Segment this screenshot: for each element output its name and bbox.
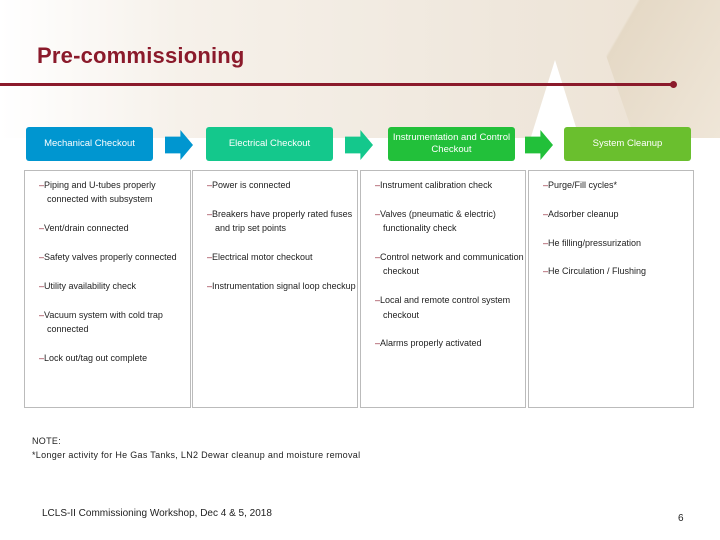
note — [32, 434, 360, 462]
checklist-item: – Piping and U-tubes properly connected with subsystem — [39, 178, 190, 207]
stage-checklist — [528, 170, 694, 408]
checklist-item: – Local and remote control system checkout — [375, 293, 525, 322]
slide-title: Pre-commissioning — [37, 43, 245, 68]
checklist-item: – Electrical motor checkout — [207, 250, 357, 264]
stage-checklist — [360, 170, 526, 408]
checklist-item: – Vent/drain connected — [39, 221, 190, 235]
checklist-item: – Alarms properly activated — [375, 336, 525, 350]
stage-header: Mechanical Checkout — [26, 127, 153, 161]
checklist-item: – Breakers have properly rated fuses and trip set points — [207, 207, 357, 236]
checklist-item: – He filling/pressurization — [543, 236, 693, 250]
checklist-item: – Valves (pneumatic & electric) functionality check — [375, 207, 525, 236]
checklist-item: – Instrument calibration check — [375, 178, 525, 192]
checklist-item: – Control network and communication checkout — [375, 250, 525, 279]
checklist-item: – Power is connected — [207, 178, 357, 192]
checklist-item: – Instrumentation signal loop checkup — [207, 279, 357, 293]
rule-dot — [670, 81, 677, 88]
footer: LCLS-II Commissioning Workshop, Dec 4 & 5, 2018 — [42, 508, 272, 519]
note-heading: NOTE: — [32, 436, 62, 446]
checklist-item: – Safety valves properly connected — [39, 250, 190, 264]
checklist-item: – Utility availability check — [39, 279, 190, 293]
page-number: 6 — [678, 513, 684, 524]
title-rule — [0, 83, 674, 86]
checklist-item: – Purge/Fill cycles* — [543, 178, 693, 192]
checklist-item: – Lock out/tag out complete — [39, 351, 190, 365]
stage-header: Instrumentation and Control Checkout — [388, 127, 515, 161]
note-text: *Longer activity for He Gas Tanks, LN2 Dewar cleanup and moisture removal — [32, 450, 361, 460]
stage-checklist — [24, 170, 191, 408]
stage-checklist — [192, 170, 358, 408]
checklist-item: – Adsorber cleanup — [543, 207, 693, 221]
checklist-item: – He Circulation / Flushing — [543, 264, 693, 278]
stage-header: System Cleanup — [564, 127, 691, 161]
checklist-item: – Vacuum system with cold trap connected — [39, 308, 190, 337]
stage-header: Electrical Checkout — [206, 127, 333, 161]
